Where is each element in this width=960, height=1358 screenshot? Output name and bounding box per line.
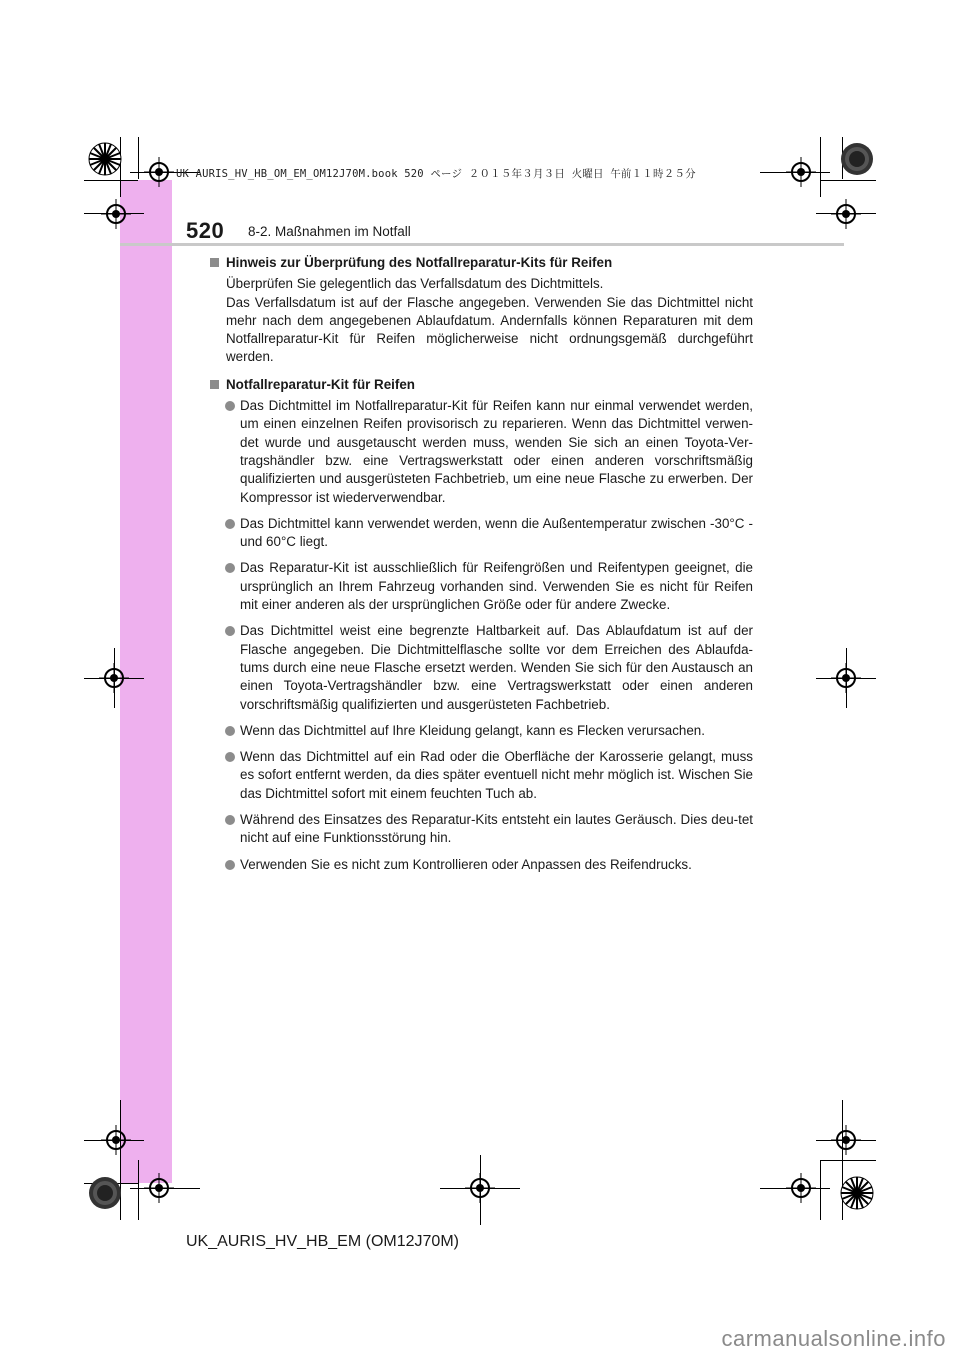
registration-target-icon <box>144 1173 174 1203</box>
registration-target-icon <box>831 663 861 693</box>
paragraph: Überprüfen Sie gelegentlich das Verfallsdatum des Dichtmittels. <box>226 276 604 292</box>
list-item <box>209 748 753 803</box>
paragraph: Das Verfallsdatum ist auf der Flasche angegeben. Verwenden Sie das Dichtmittel nicht mehr nach dem angegebenen Ablaufdatum. Andernfalls können Reparaturen mit dem Notfallreparatur-Kit für Reifen möglicherweise nicht ordnungsgemäß durchgeführt werden. <box>226 294 753 365</box>
circle-bullet-icon <box>225 626 235 636</box>
registration-target-icon <box>831 1125 861 1155</box>
list-item-text: Das Dichtmittel im Notfallreparatur-Kit für Reifen kann nur einmal verwendet werden, um einen einzelnen Reifen provisorisch zu reparieren. Wenn das Dichtmittel verwen-det wurde und ausgetauscht werden muss, wenden Sie sich an einen Toyota-Ver-tragshändler bzw. eine Vertragswerkstatt oder einen anderen vorschriftsmäßig qualifizierten und ausgerüsteten Fachbetrieb, um eine neue Flasche zu erwerben. Der Kompressor ist wiederverwendbar. <box>240 398 753 505</box>
watermark: carmanualsonline.info <box>721 1326 946 1351</box>
crop-mark <box>820 137 821 197</box>
heading-text: Hinweis zur Überprüfung des Notfallreparatur-Kits für Reifen <box>226 255 613 270</box>
list-item-text: Das Dichtmittel kann verwendet werden, wenn die Außentemperatur zwischen -30°C -und 60°C liegt. <box>240 515 753 550</box>
circle-bullet-icon <box>225 401 235 411</box>
circle-bullet-icon <box>225 860 235 870</box>
crop-mark <box>820 180 876 181</box>
registration-target-icon <box>99 663 129 693</box>
circle-bullet-icon <box>225 726 235 736</box>
list-item-text: Wenn das Dichtmittel auf ein Rad oder die Oberfläche der Karosserie gelangt, muss es sofort entfernt werden, da dies später eventuell nicht mehr möglich ist. Wischen Sie das Dichtmittel sofort mit einem feuchten Tuch ab. <box>240 749 753 801</box>
registration-target-icon <box>144 157 174 187</box>
registration-target-icon <box>465 1173 495 1203</box>
circle-bullet-icon <box>225 815 235 825</box>
list-item-text: Wenn das Dichtmittel auf Ihre Kleidung gelangt, kann es Flecken verursachen. <box>240 722 705 738</box>
square-bullet-icon <box>210 380 219 389</box>
list-item <box>209 515 753 552</box>
header-divider <box>120 243 844 246</box>
list-item <box>209 622 753 713</box>
page-content <box>209 254 753 882</box>
list-item <box>209 397 753 507</box>
bullet-list <box>209 397 753 874</box>
list-item-text: Das Reparatur-Kit ist ausschließlich für Reifengrößen und Reifentypen geeignet, die ursprünglich an Ihrem Fahrzeug vorhanden sind. Verwenden Sie es nicht für Reifen mit einer anderen als der ursprünglichen Größe oder für andere Zwecke. <box>240 560 753 613</box>
crop-mark <box>138 1160 139 1220</box>
registration-target-icon <box>831 199 861 229</box>
list-item-text: Das Dichtmittel weist eine begrenzte Haltbarkeit auf. Das Ablaufdatum ist auf der Flasche angegeben. Die Dichtmittelflasche sollte vor dem Erreichen des Ablaufda-tums durch eine neue Flasche ersetzt werden. Wenden Sie sich für den Austausch an einen Toyota-Vertragshändler bzw. eine Vertragswerkstatt oder einen anderen vorschriftsmäßig qualifizierten und ausgerüsteten Fachbetrieb. <box>240 623 753 712</box>
registration-target-icon <box>101 199 131 229</box>
page-number: 520 <box>186 218 225 243</box>
section-title: 8-2. Maßnahmen im Notfall <box>248 224 411 239</box>
section-heading <box>209 254 753 272</box>
crop-mark <box>84 180 138 181</box>
list-item <box>209 559 753 614</box>
registration-target-icon <box>101 1125 131 1155</box>
circle-bullet-icon <box>225 752 235 762</box>
sunburst-mark-icon <box>88 1176 122 1210</box>
sunburst-mark-icon <box>88 142 122 176</box>
book-info-stamp: UK AURIS_HV_HB_OM_EM_OM12J70M.book 520 ページ ２０１５年３月３日 火曜日 午前１１時２５分 <box>176 168 696 180</box>
list-item-text: Während des Einsatzes des Reparatur-Kits entsteht ein lautes Geräusch. Dies deu-tet nicht auf eine Funktionsstörung hin. <box>240 812 753 846</box>
sunburst-mark-icon <box>840 142 874 176</box>
circle-bullet-icon <box>225 563 235 573</box>
list-item <box>209 722 753 740</box>
document-code: UK_AURIS_HV_HB_EM (OM12J70M) <box>186 1233 459 1250</box>
list-item <box>209 856 753 874</box>
registration-target-icon <box>786 157 816 187</box>
heading-text: Notfallreparatur-Kit für Reifen <box>226 376 415 392</box>
crop-mark <box>820 1160 821 1220</box>
registration-target-icon <box>786 1173 816 1203</box>
circle-bullet-icon <box>225 519 235 529</box>
square-bullet-icon <box>210 258 219 267</box>
section-heading <box>209 376 753 394</box>
list-item <box>209 811 753 848</box>
list-item-text: Verwenden Sie es nicht zum Kontrollieren oder Anpassen des Reifendrucks. <box>240 856 692 872</box>
sunburst-mark-icon <box>840 1176 874 1210</box>
crop-mark <box>820 1160 876 1161</box>
